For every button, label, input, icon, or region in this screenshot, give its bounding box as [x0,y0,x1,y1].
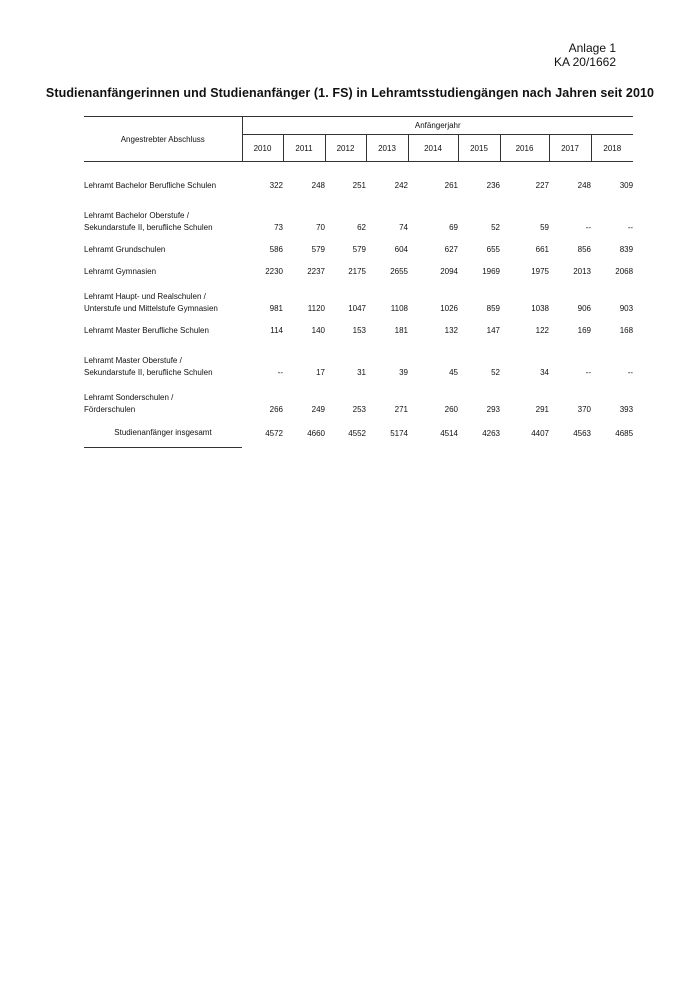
year-header: 2014 [408,135,458,162]
table-cell: 859 [486,303,500,313]
table-cell: -- [277,367,283,377]
table-cell: 261 [444,180,458,190]
table-cell: 604 [394,244,408,254]
row-label [84,234,242,256]
row-label [84,278,242,315]
year-header: 2010 [242,135,283,162]
table-cell: 69 [449,222,458,232]
page-title: Studienanfängerinnen und Studienanfänger (1. FS) in Lehramtsstudiengängen nach Jahren seit 2010 [45,86,655,100]
table-cell: 147 [486,325,500,335]
table-cell: 2175 [348,266,366,276]
year-header: 2017 [549,135,591,162]
table-cell: 2655 [390,266,408,276]
table-cell: -- [627,222,634,232]
table-cell: 59 [540,222,549,232]
table-cell: 1108 [390,303,408,313]
table-cell: 31 [357,367,366,377]
table-cell: 906 [577,303,591,313]
total-cell: 4407 [531,428,549,438]
table-row [84,234,633,256]
statistics-table [84,116,633,448]
total-cell: 4572 [265,428,283,438]
table-cell: 253 [352,404,366,414]
column-group-header: Anfängerjahr [242,117,633,135]
row-label-line: Lehramt Gymnasien [84,266,157,276]
table-cell: 293 [486,404,500,414]
annex-label: Anlage 1 [568,41,616,55]
table-cell: 370 [577,404,591,414]
table-cell: 655 [486,244,500,254]
table-cell: 309 [619,180,634,190]
table-cell: 260 [444,404,458,414]
table-cell: 2237 [307,266,325,276]
row-label-line: Sekundarstufe II, berufliche Schulen [84,222,213,232]
total-cell: 4660 [307,428,325,438]
row-label-line: Lehramt Master Berufliche Schulen [84,325,209,335]
row-label-line: Sekundarstufe II, berufliche Schulen [84,367,213,377]
table-row [84,315,633,337]
row-label [84,162,242,192]
table-cell: 903 [619,303,634,313]
table-cell: 236 [486,180,500,190]
total-cell: 4563 [573,428,591,438]
total-cell: 4552 [348,428,366,438]
table-cell: 271 [394,404,408,414]
table-cell: 266 [269,404,283,414]
year-header: 2012 [325,135,366,162]
table-cell: 1026 [440,303,458,313]
table-cell: 242 [394,180,408,190]
table-cell: 393 [619,404,634,414]
row-label-line: Lehramt Master Oberstufe / [84,355,182,365]
row-label [84,256,242,278]
table-cell: 248 [577,180,591,190]
table-cell: 579 [352,244,366,254]
row-label-line: Lehramt Sonderschulen / [84,392,174,402]
table-cell: 627 [444,244,458,254]
table-cell: 39 [399,367,408,377]
row-label-line: Förderschulen [84,404,136,414]
row-label-line: Unterstufe und Mittelstufe Gymnasien [84,303,218,313]
table-row [84,256,633,278]
total-cell: 4263 [482,428,500,438]
row-label [84,379,242,416]
total-cell: 4514 [440,428,458,438]
year-header: 2013 [366,135,408,162]
table-cell: 74 [399,222,408,232]
table-cell: 1975 [531,266,549,276]
table-cell: 839 [619,244,634,254]
table-cell: 2013 [573,266,591,276]
table-cell: 248 [311,180,325,190]
table-cell: 153 [352,325,366,335]
annex-reference [554,41,616,69]
total-label: Studienanfänger insgesamt [84,416,242,448]
table-cell: 249 [311,404,325,414]
row-label [84,315,242,337]
table-cell: 2230 [265,266,283,276]
table-cell: 856 [577,244,591,254]
table-cell: -- [627,367,634,377]
table-cell: 168 [619,325,634,335]
table-cell: 586 [269,244,283,254]
table-cell: 322 [269,180,283,190]
table-row [84,278,633,315]
year-header: 2015 [458,135,500,162]
row-label-line: Lehramt Bachelor Oberstufe / [84,210,189,220]
row-label-line: Lehramt Bachelor Berufliche Schulen [84,180,217,190]
table-cell: 1969 [482,266,500,276]
table-cell: 1038 [531,303,549,313]
year-header: 2016 [500,135,549,162]
table-cell: 17 [316,367,325,377]
table-cell: 251 [352,180,366,190]
row-label [84,337,242,379]
total-cell: 4685 [615,428,634,438]
total-row [84,416,633,448]
table-cell: 52 [491,367,500,377]
table-row [84,337,633,379]
table-cell: 169 [577,325,591,335]
table-cell: 2094 [440,266,458,276]
table-row [84,162,633,192]
table-cell: 45 [449,367,458,377]
document-number: KA 20/1662 [553,55,616,69]
total-cell: 5174 [390,428,408,438]
table-cell: 1047 [348,303,366,313]
year-header: 2018 [591,135,633,162]
table-cell: 52 [491,222,500,232]
table-cell: 579 [311,244,325,254]
table-cell: 34 [540,367,549,377]
row-header-abschluss: Angestrebter Abschluss [84,117,242,162]
row-label [84,192,242,234]
table-cell: 1120 [307,303,325,313]
table-cell: -- [585,367,591,377]
table-row [84,379,633,416]
table-cell: 227 [535,180,549,190]
table-cell: 114 [270,325,283,335]
table-cell: 132 [444,325,458,335]
table-cell: -- [585,222,591,232]
table-cell: 291 [535,404,549,414]
row-label-line: Lehramt Haupt- und Realschulen / [84,291,206,301]
table-cell: 70 [316,222,325,232]
table-cell: 140 [311,325,325,335]
header-row [84,117,633,135]
table-row [84,192,633,234]
row-label-line: Lehramt Grundschulen [84,244,166,254]
table-cell: 62 [357,222,366,232]
table-cell: 73 [274,222,283,232]
table-cell: 981 [269,303,283,313]
table-cell: 2068 [615,266,634,276]
table-cell: 181 [394,325,408,335]
table-cell: 122 [535,325,549,335]
year-header: 2011 [283,135,325,162]
table-cell: 661 [535,244,549,254]
